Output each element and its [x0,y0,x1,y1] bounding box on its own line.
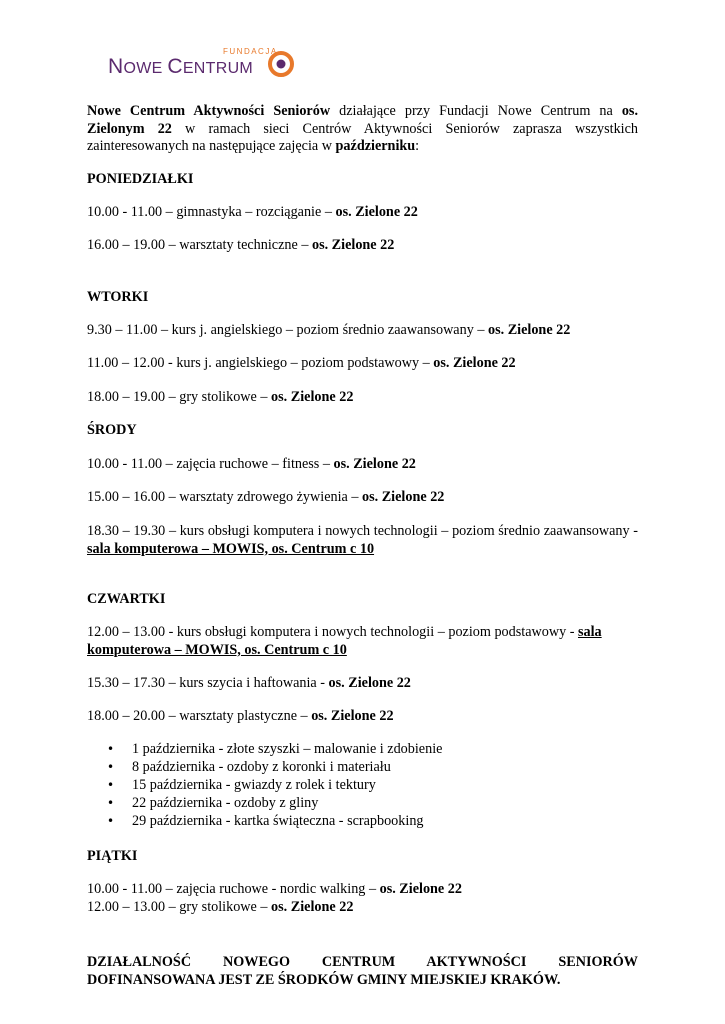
schedule-text: 12.00 – 13.00 – gry stolikowe – [87,899,272,915]
schedule-text: 10.00 - 11.00 – zajęcia ruchowe – fitness – [87,456,334,472]
schedule-text: 15.00 – 16.00 – warsztaty zdrowego żywienia – [87,489,363,505]
intro-paragraph [87,103,638,156]
schedule-place: os. Zielone 22 [379,881,462,897]
logo-owe: OWE [123,60,168,77]
intro-month: październiku [335,138,416,154]
schedule-place: os. Zielone 22 [271,389,354,405]
schedule-line [87,322,638,340]
schedule-line [87,881,638,899]
schedule-place: os. Zielone 22 [328,675,411,691]
heading-monday: PONIEDZIAŁKI [87,171,194,187]
list-item: • 22 października - ozdoby z gliny [107,795,442,813]
schedule-text: 18.30 – 19.30 – kurs obsługi komputera i nowych technologii – poziom średnio zaawansowany - [87,523,638,539]
schedule-line [87,355,638,373]
logo-foundation-text: FUNDACJA [223,47,278,56]
schedule-text: 12.00 – 13.00 - kurs obsługi komputera i nowych technologii – poziom podstawowy - [87,624,578,640]
schedule-text: 16.00 – 19.00 – warsztaty techniczne – [87,237,312,253]
schedule-text: 18.00 – 19.00 – gry stolikowe – [87,389,272,405]
schedule-place: os. Zielone 22 [311,237,395,253]
schedule-text: 11.00 – 12.00 - kurs j. angielskiego – poziom podstawowy – [87,355,434,371]
schedule-line [87,389,638,407]
schedule-line [87,523,638,558]
schedule-place: os. Zielone 22 [271,899,354,915]
schedule-line [87,675,638,693]
intro-text-3: : [415,138,420,154]
intro-text-1: działające przy Fundacji Nowe Centrum na [330,103,622,119]
schedule-place: os. Zielone 22 [487,322,571,338]
schedule-place: os. Zielone 22 [335,204,418,220]
logo-n: N [108,55,124,78]
heading-thursday: CZWARTKI [87,591,166,607]
schedule-line [87,899,638,917]
list-item: • 29 października - kartka świąteczna - scrapbooking [107,813,442,831]
schedule-place: sala komputerowa – MOWIS, os. Centrum c 10 [87,540,375,557]
logo-circle-icon [267,50,295,78]
list-item: • 1 października - złote szyszki – malowanie i zdobienie [107,741,442,759]
schedule-text: 10.00 - 11.00 – gimnastyka – rozciąganie – [87,204,336,220]
heading-tuesday: WTORKI [87,289,149,305]
list-item: • 8 października - ozdoby z koronki i materiału [107,759,442,777]
schedule-line [87,489,638,507]
logo [108,44,308,84]
intro-address: os. Zielonym 22 [87,103,638,137]
schedule-place: os. Zielone 22 [311,708,394,724]
funding-note: DZIAŁALNOŚĆ NOWEGO CENTRUM AKTYWNOŚCI SENIORÓW DOFINANSOWANA JEST ZE ŚRODKÓW GMINY MIEJSKIEJ KRAKÓW. [87,954,638,988]
intro-text-2: w ramach sieci Centrów Aktywności Seniorów zaprasza wszystkich zainteresowanych na następujące zajęcia w [87,120,638,154]
intro-center-name: Nowe Centrum Aktywności Seniorów [87,103,331,119]
heading-friday: PIĄTKI [87,848,138,864]
schedule-text: 10.00 - 11.00 – zajęcia ruchowe - nordic walking – [87,881,380,897]
schedule-place: os. Zielone 22 [433,355,516,371]
schedule-place: os. Zielone 22 [362,489,445,505]
schedule-text: 18.00 – 20.00 – warsztaty plastyczne – [87,708,312,724]
schedule-text: 9.30 – 11.00 – kurs j. angielskiego – poziom średnio zaawansowany – [87,322,488,338]
list-item: • 15 października - gwiazdy z rolek i tektury [107,777,442,795]
workshop-list [107,741,442,831]
heading-wednesday: ŚRODY [87,422,137,438]
schedule-line [87,204,638,222]
schedule-place: sala komputerowa – MOWIS, os. Centrum c 10 [87,624,602,658]
schedule-line [87,624,638,659]
logo-name [108,55,253,79]
schedule-line [87,708,638,726]
schedule-line [87,237,638,255]
schedule-line [87,456,638,474]
logo-c: C [167,55,183,78]
schedule-text: 15.30 – 17.30 – kurs szycia i haftowania - [87,675,329,691]
logo-entrum: ENTRUM [182,60,254,77]
schedule-place: os. Zielone 22 [333,456,416,472]
